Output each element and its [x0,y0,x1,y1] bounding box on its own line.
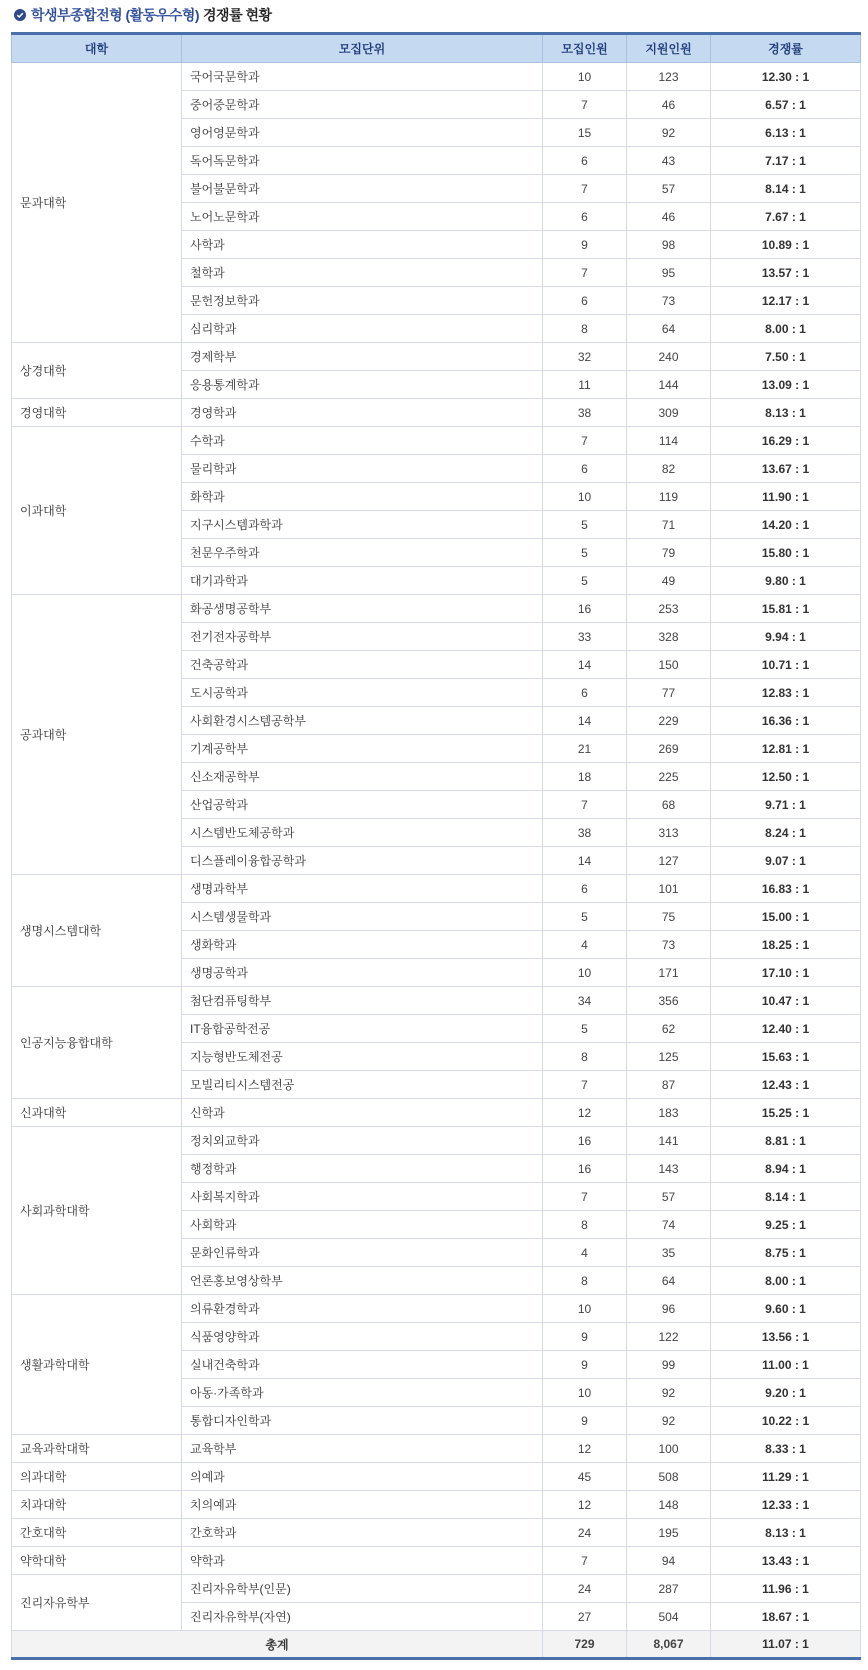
applicants-cell: 125 [627,1043,711,1071]
applicants-cell: 143 [627,1155,711,1183]
unit-cell: 노어노문학과 [182,203,543,231]
ratio-cell: 7.17 : 1 [711,147,861,175]
quota-cell: 32 [543,343,627,371]
competition-rate-table [11,32,861,1660]
applicants-cell: 73 [627,287,711,315]
applicants-cell: 253 [627,595,711,623]
unit-cell: 기계공학부 [182,735,543,763]
quota-cell: 12 [543,1099,627,1127]
unit-cell: 간호학과 [182,1519,543,1547]
quota-cell: 8 [543,1267,627,1295]
applicants-cell: 144 [627,371,711,399]
ratio-cell: 14.20 : 1 [711,511,861,539]
ratio-cell: 9.20 : 1 [711,1379,861,1407]
table-row [12,1127,861,1155]
title-rest: 경쟁률 현황 [203,7,272,23]
applicants-cell: 98 [627,231,711,259]
unit-cell: 사회복지학과 [182,1183,543,1211]
unit-cell: 대기과학과 [182,567,543,595]
quota-cell: 7 [543,1183,627,1211]
ratio-cell: 8.75 : 1 [711,1239,861,1267]
quota-cell: 11 [543,371,627,399]
ratio-cell: 16.36 : 1 [711,707,861,735]
total-quota: 729 [543,1631,627,1659]
unit-cell: 진리자유학부(자연) [182,1603,543,1631]
unit-cell: IT융합공학전공 [182,1015,543,1043]
applicants-cell: 64 [627,315,711,343]
quota-cell: 7 [543,791,627,819]
unit-cell: 신소재공학부 [182,763,543,791]
college-cell: 간호대학 [12,1519,182,1547]
ratio-cell: 13.43 : 1 [711,1547,861,1575]
ratio-cell: 10.89 : 1 [711,231,861,259]
unit-cell: 화학과 [182,483,543,511]
unit-cell: 생화학과 [182,931,543,959]
table-row [12,1575,861,1603]
table-row [12,399,861,427]
college-cell: 상경대학 [12,343,182,399]
unit-cell: 시스템생물학과 [182,903,543,931]
quota-cell: 10 [543,483,627,511]
unit-cell: 문화인류학과 [182,1239,543,1267]
unit-cell: 경제학부 [182,343,543,371]
ratio-cell: 12.43 : 1 [711,1071,861,1099]
total-label: 총계 [12,1631,543,1659]
college-cell: 생활과학대학 [12,1295,182,1435]
table-row [12,343,861,371]
ratio-cell: 16.83 : 1 [711,875,861,903]
quota-cell: 6 [543,147,627,175]
quota-cell: 7 [543,91,627,119]
ratio-cell: 8.13 : 1 [711,399,861,427]
unit-cell: 아동·가족학과 [182,1379,543,1407]
quota-cell: 16 [543,595,627,623]
unit-cell: 지구시스템과학과 [182,511,543,539]
ratio-cell: 8.14 : 1 [711,175,861,203]
table-row [12,427,861,455]
unit-cell: 화공생명공학부 [182,595,543,623]
table-row [12,1435,861,1463]
quota-cell: 5 [543,903,627,931]
college-cell: 이과대학 [12,427,182,595]
unit-cell: 중어중문학과 [182,91,543,119]
ratio-cell: 15.80 : 1 [711,539,861,567]
ratio-cell: 9.94 : 1 [711,623,861,651]
unit-cell: 사학과 [182,231,543,259]
college-cell: 신과대학 [12,1099,182,1127]
unit-cell: 전기전자공학부 [182,623,543,651]
applicants-cell: 240 [627,343,711,371]
college-cell: 인공지능융합대학 [12,987,182,1099]
unit-cell: 디스플레이융합공학과 [182,847,543,875]
quota-cell: 10 [543,1379,627,1407]
applicants-cell: 77 [627,679,711,707]
applicants-cell: 114 [627,427,711,455]
ratio-cell: 12.33 : 1 [711,1491,861,1519]
quota-cell: 5 [543,511,627,539]
college-cell: 의과대학 [12,1463,182,1491]
unit-cell: 모빌리티시스템전공 [182,1071,543,1099]
header-applicants: 지원인원 [627,34,711,63]
college-cell: 문과대학 [12,63,182,343]
applicants-cell: 287 [627,1575,711,1603]
ratio-cell: 16.29 : 1 [711,427,861,455]
applicants-cell: 269 [627,735,711,763]
unit-cell: 약학과 [182,1547,543,1575]
applicants-cell: 122 [627,1323,711,1351]
applicants-cell: 92 [627,119,711,147]
quota-cell: 34 [543,987,627,1015]
ratio-cell: 13.57 : 1 [711,259,861,287]
ratio-cell: 8.13 : 1 [711,1519,861,1547]
unit-cell: 의류환경학과 [182,1295,543,1323]
applicants-cell: 356 [627,987,711,1015]
quota-cell: 7 [543,259,627,287]
applicants-cell: 313 [627,819,711,847]
ratio-cell: 12.81 : 1 [711,735,861,763]
applicants-cell: 46 [627,203,711,231]
applicants-cell: 68 [627,791,711,819]
quota-cell: 9 [543,1407,627,1435]
table-row [12,63,861,91]
title-highlight: 학생부종합전형 (활동우수형) [31,7,200,23]
quota-cell: 15 [543,119,627,147]
unit-cell: 행정학과 [182,1155,543,1183]
applicants-cell: 57 [627,1183,711,1211]
total-applicants: 8,067 [627,1631,711,1659]
ratio-cell: 9.07 : 1 [711,847,861,875]
quota-cell: 18 [543,763,627,791]
section-title [14,4,272,26]
unit-cell: 첨단컴퓨팅학부 [182,987,543,1015]
header-ratio: 경쟁률 [711,34,861,63]
college-cell: 사회과학대학 [12,1127,182,1295]
ratio-cell: 8.81 : 1 [711,1127,861,1155]
table-row [12,1463,861,1491]
ratio-cell: 8.33 : 1 [711,1435,861,1463]
applicants-cell: 92 [627,1407,711,1435]
quota-cell: 10 [543,63,627,91]
unit-cell: 시스템반도체공학과 [182,819,543,847]
quota-cell: 7 [543,1071,627,1099]
quota-cell: 38 [543,819,627,847]
unit-cell: 도시공학과 [182,679,543,707]
applicants-cell: 82 [627,455,711,483]
ratio-cell: 10.47 : 1 [711,987,861,1015]
applicants-cell: 43 [627,147,711,175]
ratio-cell: 8.14 : 1 [711,1183,861,1211]
ratio-cell: 7.67 : 1 [711,203,861,231]
unit-cell: 치의예과 [182,1491,543,1519]
applicants-cell: 508 [627,1463,711,1491]
college-cell: 생명시스템대학 [12,875,182,987]
quota-cell: 14 [543,707,627,735]
applicants-cell: 74 [627,1211,711,1239]
unit-cell: 철학과 [182,259,543,287]
quota-cell: 6 [543,455,627,483]
college-cell: 공과대학 [12,595,182,875]
ratio-cell: 9.60 : 1 [711,1295,861,1323]
table-row [12,1099,861,1127]
quota-cell: 24 [543,1575,627,1603]
header-college: 대학 [12,34,182,63]
unit-cell: 통합디자인학과 [182,1407,543,1435]
table-row [12,875,861,903]
quota-cell: 12 [543,1435,627,1463]
unit-cell: 정치외교학과 [182,1127,543,1155]
total-ratio: 11.07 : 1 [711,1631,861,1659]
table-row [12,595,861,623]
unit-cell: 언론홍보영상학부 [182,1267,543,1295]
ratio-cell: 7.50 : 1 [711,343,861,371]
table-row [12,1295,861,1323]
quota-cell: 8 [543,1211,627,1239]
quota-cell: 5 [543,567,627,595]
check-circle-icon [14,9,26,21]
ratio-cell: 15.00 : 1 [711,903,861,931]
unit-cell: 진리자유학부(인문) [182,1575,543,1603]
quota-cell: 9 [543,1351,627,1379]
quota-cell: 6 [543,875,627,903]
applicants-cell: 148 [627,1491,711,1519]
ratio-cell: 9.80 : 1 [711,567,861,595]
applicants-cell: 75 [627,903,711,931]
applicants-cell: 73 [627,931,711,959]
applicants-cell: 504 [627,1603,711,1631]
unit-cell: 독어독문학과 [182,147,543,175]
ratio-cell: 13.67 : 1 [711,455,861,483]
unit-cell: 생명공학과 [182,959,543,987]
table-row [12,987,861,1015]
ratio-cell: 10.71 : 1 [711,651,861,679]
quota-cell: 10 [543,1295,627,1323]
applicants-cell: 92 [627,1379,711,1407]
unit-cell: 문헌정보학과 [182,287,543,315]
ratio-cell: 6.57 : 1 [711,91,861,119]
ratio-cell: 17.10 : 1 [711,959,861,987]
quota-cell: 21 [543,735,627,763]
unit-cell: 지능형반도체전공 [182,1043,543,1071]
ratio-cell: 15.63 : 1 [711,1043,861,1071]
table-row [12,1519,861,1547]
ratio-cell: 8.00 : 1 [711,1267,861,1295]
ratio-cell: 12.17 : 1 [711,287,861,315]
quota-cell: 4 [543,1239,627,1267]
ratio-cell: 15.81 : 1 [711,595,861,623]
quota-cell: 27 [543,1603,627,1631]
unit-cell: 실내건축학과 [182,1351,543,1379]
applicants-cell: 328 [627,623,711,651]
ratio-cell: 12.40 : 1 [711,1015,861,1043]
quota-cell: 5 [543,1015,627,1043]
ratio-cell: 8.00 : 1 [711,315,861,343]
quota-cell: 7 [543,1547,627,1575]
applicants-cell: 57 [627,175,711,203]
unit-cell: 천문우주학과 [182,539,543,567]
quota-cell: 9 [543,231,627,259]
applicants-cell: 95 [627,259,711,287]
applicants-cell: 79 [627,539,711,567]
ratio-cell: 11.90 : 1 [711,483,861,511]
quota-cell: 6 [543,203,627,231]
unit-cell: 경영학과 [182,399,543,427]
quota-cell: 6 [543,679,627,707]
college-cell: 약학대학 [12,1547,182,1575]
ratio-cell: 11.29 : 1 [711,1463,861,1491]
applicants-cell: 64 [627,1267,711,1295]
quota-cell: 14 [543,651,627,679]
quota-cell: 9 [543,1323,627,1351]
applicants-cell: 99 [627,1351,711,1379]
quota-cell: 38 [543,399,627,427]
unit-cell: 의예과 [182,1463,543,1491]
ratio-cell: 13.09 : 1 [711,371,861,399]
quota-cell: 8 [543,315,627,343]
ratio-cell: 12.50 : 1 [711,763,861,791]
applicants-cell: 100 [627,1435,711,1463]
unit-cell: 불어불문학과 [182,175,543,203]
header-quota: 모집인원 [543,34,627,63]
ratio-cell: 11.00 : 1 [711,1351,861,1379]
quota-cell: 12 [543,1491,627,1519]
ratio-cell: 6.13 : 1 [711,119,861,147]
ratio-cell: 15.25 : 1 [711,1099,861,1127]
applicants-cell: 229 [627,707,711,735]
quota-cell: 4 [543,931,627,959]
applicants-cell: 96 [627,1295,711,1323]
college-cell: 치과대학 [12,1491,182,1519]
unit-cell: 교육학부 [182,1435,543,1463]
quota-cell: 7 [543,427,627,455]
applicants-cell: 101 [627,875,711,903]
applicants-cell: 195 [627,1519,711,1547]
ratio-cell: 8.94 : 1 [711,1155,861,1183]
unit-cell: 생명과학부 [182,875,543,903]
header-unit: 모집단위 [182,34,543,63]
applicants-cell: 35 [627,1239,711,1267]
unit-cell: 식품영양학과 [182,1323,543,1351]
ratio-cell: 9.25 : 1 [711,1211,861,1239]
college-cell: 경영대학 [12,399,182,427]
quota-cell: 6 [543,287,627,315]
college-cell: 진리자유학부 [12,1575,182,1631]
quota-cell: 5 [543,539,627,567]
applicants-cell: 62 [627,1015,711,1043]
quota-cell: 33 [543,623,627,651]
table-row [12,1547,861,1575]
unit-cell: 국어국문학과 [182,63,543,91]
applicants-cell: 123 [627,63,711,91]
quota-cell: 16 [543,1127,627,1155]
ratio-cell: 9.71 : 1 [711,791,861,819]
applicants-cell: 225 [627,763,711,791]
college-cell: 교육과학대학 [12,1435,182,1463]
ratio-cell: 11.96 : 1 [711,1575,861,1603]
quota-cell: 10 [543,959,627,987]
applicants-cell: 171 [627,959,711,987]
unit-cell: 물리학과 [182,455,543,483]
applicants-cell: 46 [627,91,711,119]
ratio-cell: 10.22 : 1 [711,1407,861,1435]
quota-cell: 45 [543,1463,627,1491]
quota-cell: 16 [543,1155,627,1183]
quota-cell: 8 [543,1043,627,1071]
total-row [12,1631,861,1659]
table-row [12,1491,861,1519]
applicants-cell: 71 [627,511,711,539]
applicants-cell: 141 [627,1127,711,1155]
unit-cell: 응용통계학과 [182,371,543,399]
ratio-cell: 12.83 : 1 [711,679,861,707]
ratio-cell: 12.30 : 1 [711,63,861,91]
applicants-cell: 49 [627,567,711,595]
applicants-cell: 309 [627,399,711,427]
unit-cell: 수학과 [182,427,543,455]
unit-cell: 사회학과 [182,1211,543,1239]
quota-cell: 24 [543,1519,627,1547]
table-body [12,63,861,1631]
ratio-cell: 13.56 : 1 [711,1323,861,1351]
unit-cell: 사회환경시스템공학부 [182,707,543,735]
unit-cell: 산업공학과 [182,791,543,819]
unit-cell: 심리학과 [182,315,543,343]
unit-cell: 영어영문학과 [182,119,543,147]
applicants-cell: 127 [627,847,711,875]
table-header-row [12,34,861,63]
quota-cell: 14 [543,847,627,875]
applicants-cell: 119 [627,483,711,511]
ratio-cell: 18.25 : 1 [711,931,861,959]
unit-cell: 건축공학과 [182,651,543,679]
applicants-cell: 183 [627,1099,711,1127]
applicants-cell: 87 [627,1071,711,1099]
quota-cell: 7 [543,175,627,203]
applicants-cell: 94 [627,1547,711,1575]
ratio-cell: 8.24 : 1 [711,819,861,847]
applicants-cell: 150 [627,651,711,679]
unit-cell: 신학과 [182,1099,543,1127]
ratio-cell: 18.67 : 1 [711,1603,861,1631]
